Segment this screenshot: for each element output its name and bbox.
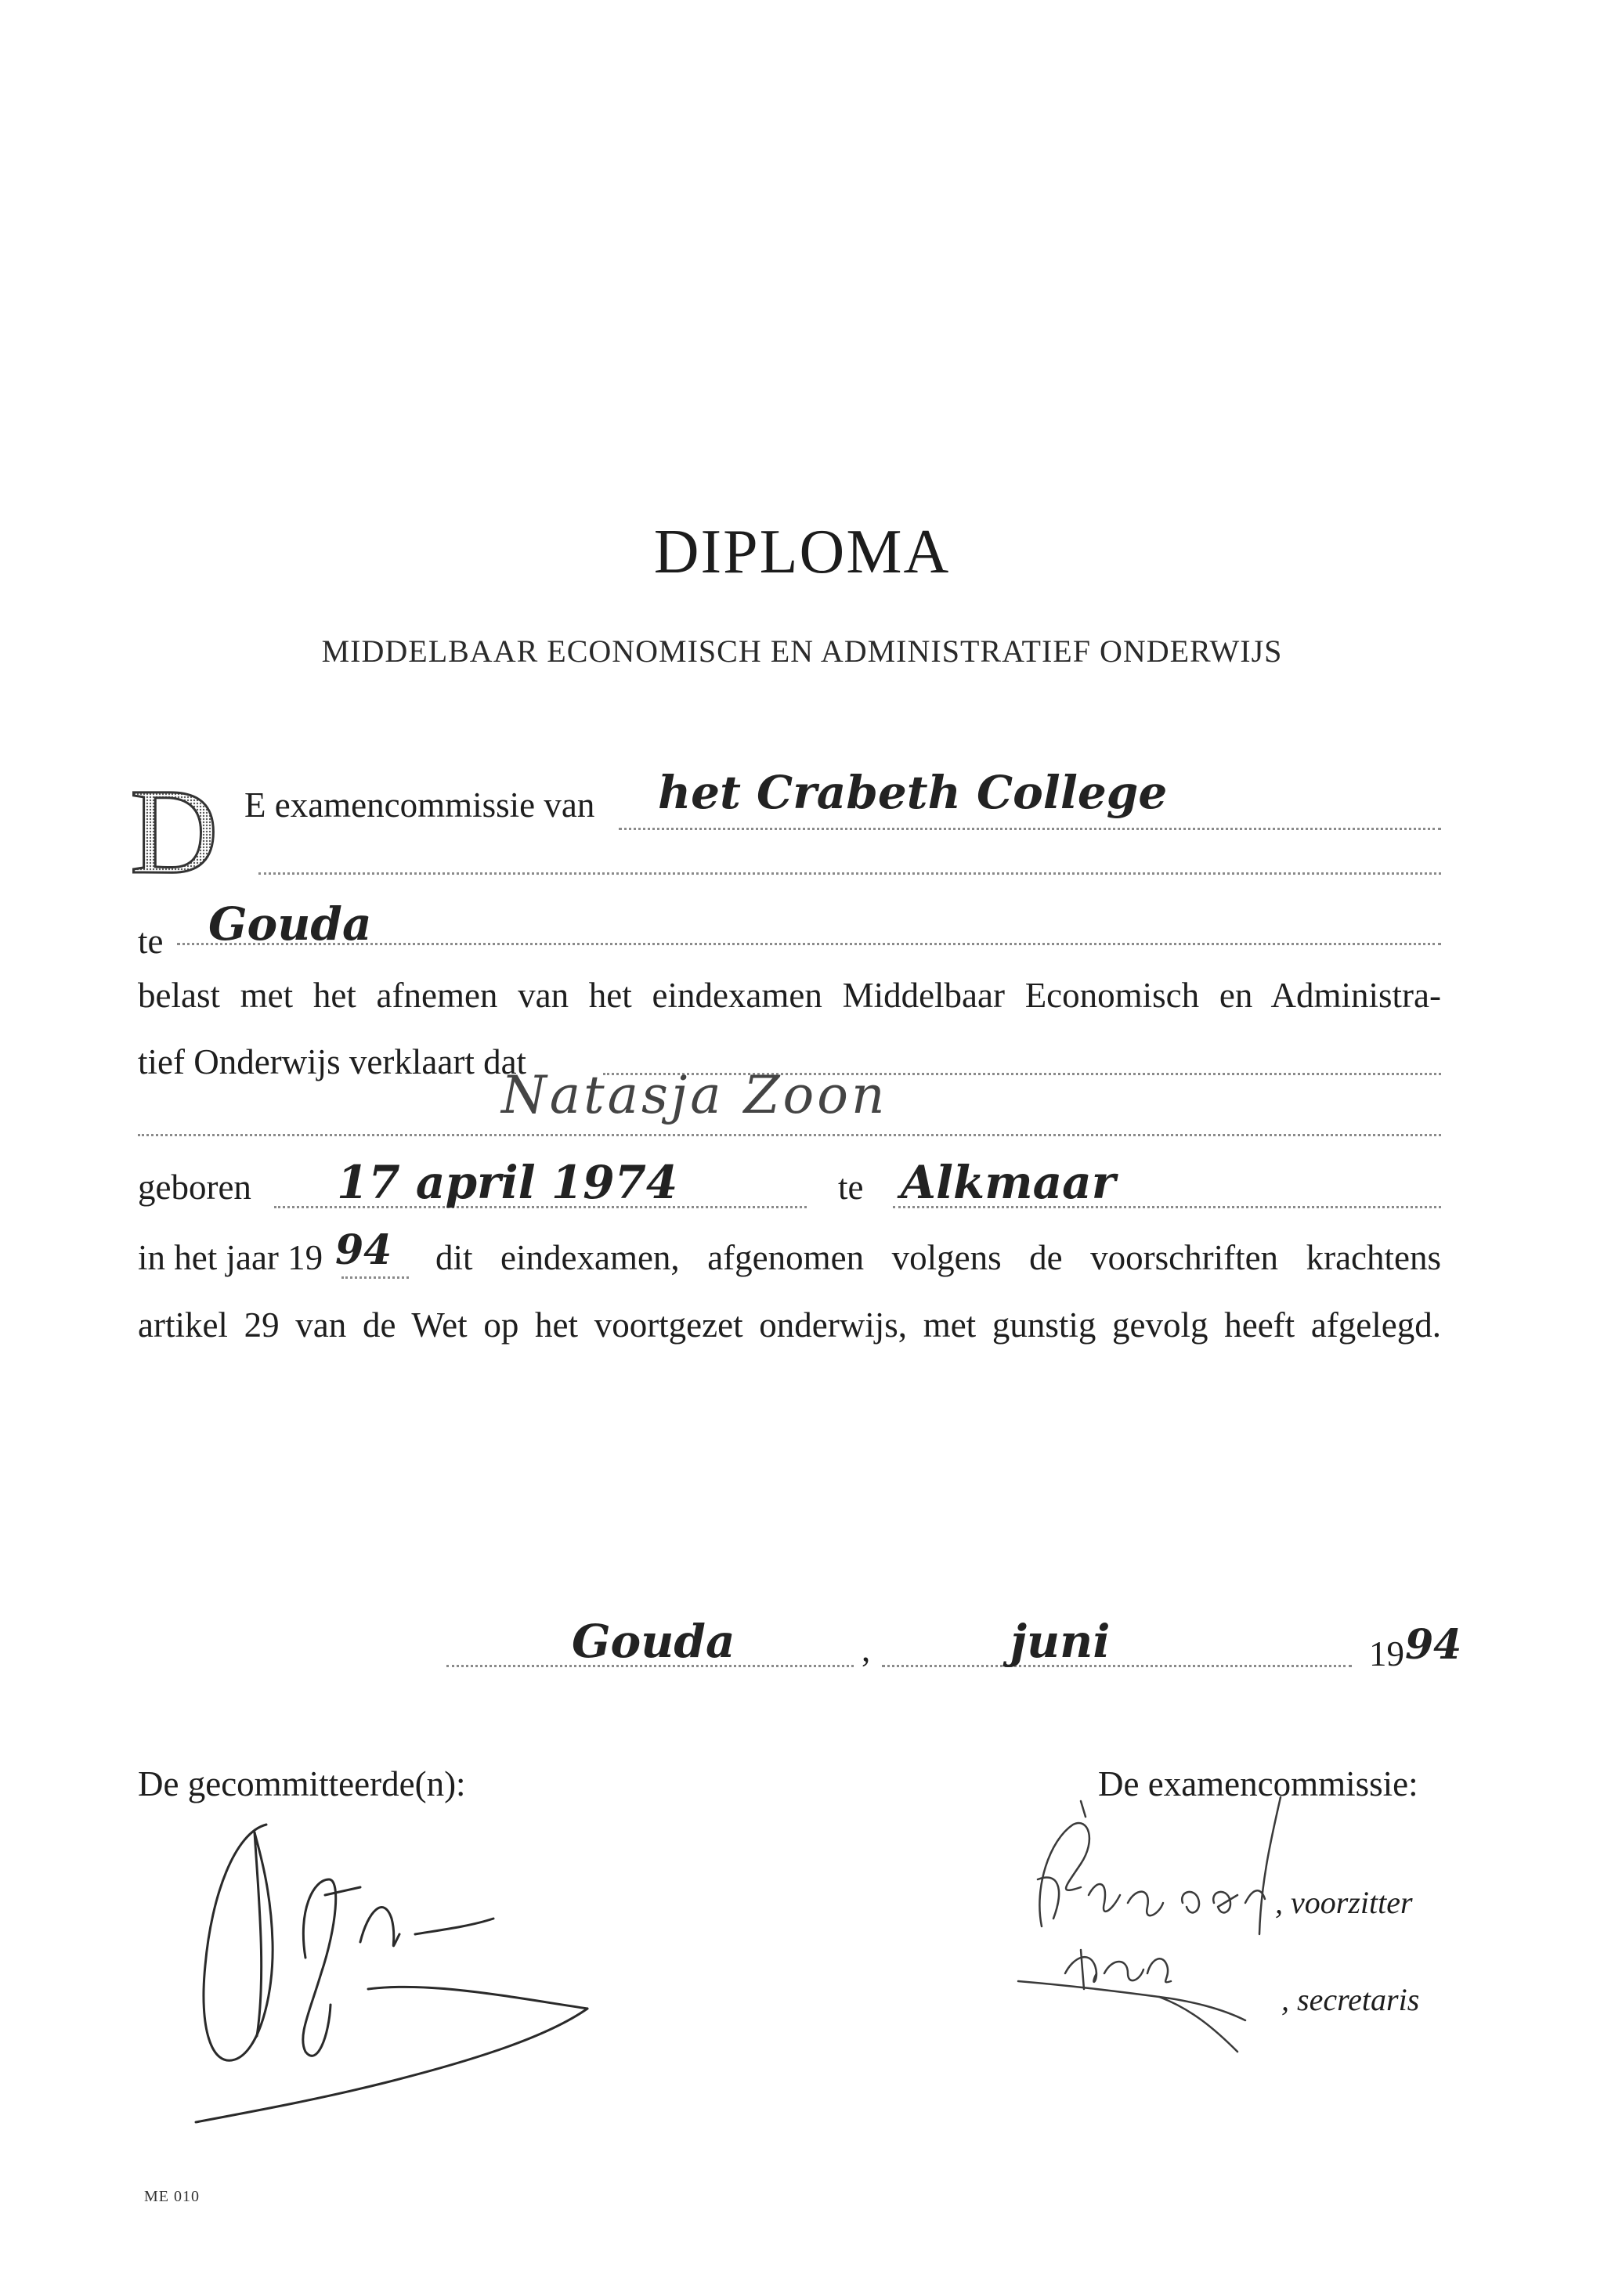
label-geboren: geboren [138, 1168, 251, 1207]
handwritten-city: Gouda [208, 897, 372, 951]
handwritten-student-name: Natasja Zoon [501, 1065, 888, 1125]
dotted-line-name [138, 1134, 1441, 1136]
line-verklaart: tief Onderwijs verklaart dat [138, 1042, 527, 1081]
signature-secretaris [1002, 1919, 1261, 2060]
dotted-line-exam-year [341, 1276, 409, 1279]
diploma-title: DIPLOMA [653, 518, 951, 587]
label-gecommitteerde: De gecommitteerde(n): [138, 1764, 466, 1803]
signature-gecommitteerde [180, 1801, 619, 2130]
role-secretaris: , secretaris [1281, 1982, 1420, 2017]
handwritten-date-year: 94 [1405, 1621, 1462, 1669]
dotted-line-school [619, 828, 1441, 830]
date-year-prefix: 19 [1369, 1634, 1404, 1673]
handwritten-birth-date: 17 april 1974 [337, 1156, 678, 1209]
role-voorzitter: , voorzitter [1275, 1885, 1413, 1920]
handwritten-birth-place: Alkmaar [901, 1156, 1116, 1209]
line-artikel: artikel 29 van de Wet op het voortgezet onderwijs, met gunstig gevolg heeft afgelegd. [138, 1305, 1441, 1345]
diploma-subtitle: MIDDELBAAR ECONOMISCH EN ADMINISTRATIEF ONDERWIJS [321, 634, 1283, 669]
label-te: te [138, 922, 164, 961]
line-examencommissie: E examencommissie van [244, 785, 595, 825]
handwritten-school-name: het Crabeth College [658, 766, 1168, 819]
line-belast: belast met het afnemen van het eindexamen Middelbaar Economisch en Administra- [138, 976, 1441, 1015]
dotted-line-blank [258, 872, 1441, 875]
dropcap-text: D [130, 783, 219, 877]
line-exam-text: dit eindexamen, afgenomen volgens de voorschriften krachtens [435, 1238, 1441, 1277]
handwritten-date-place: Gouda [572, 1615, 735, 1668]
form-code: ME 010 [144, 2188, 200, 2205]
date-comma: , [862, 1630, 871, 1669]
label-examencommissie: De examencommissie: [1098, 1764, 1418, 1803]
dotted-line-date-month [882, 1665, 1352, 1667]
handwritten-exam-year: 94 [335, 1226, 392, 1274]
handwritten-date-month: juni [1010, 1615, 1111, 1668]
label-te-birthplace: te [838, 1168, 864, 1207]
line-exam-year-prefix: in het jaar 19 [138, 1238, 323, 1277]
dropcap-letter [130, 783, 232, 877]
